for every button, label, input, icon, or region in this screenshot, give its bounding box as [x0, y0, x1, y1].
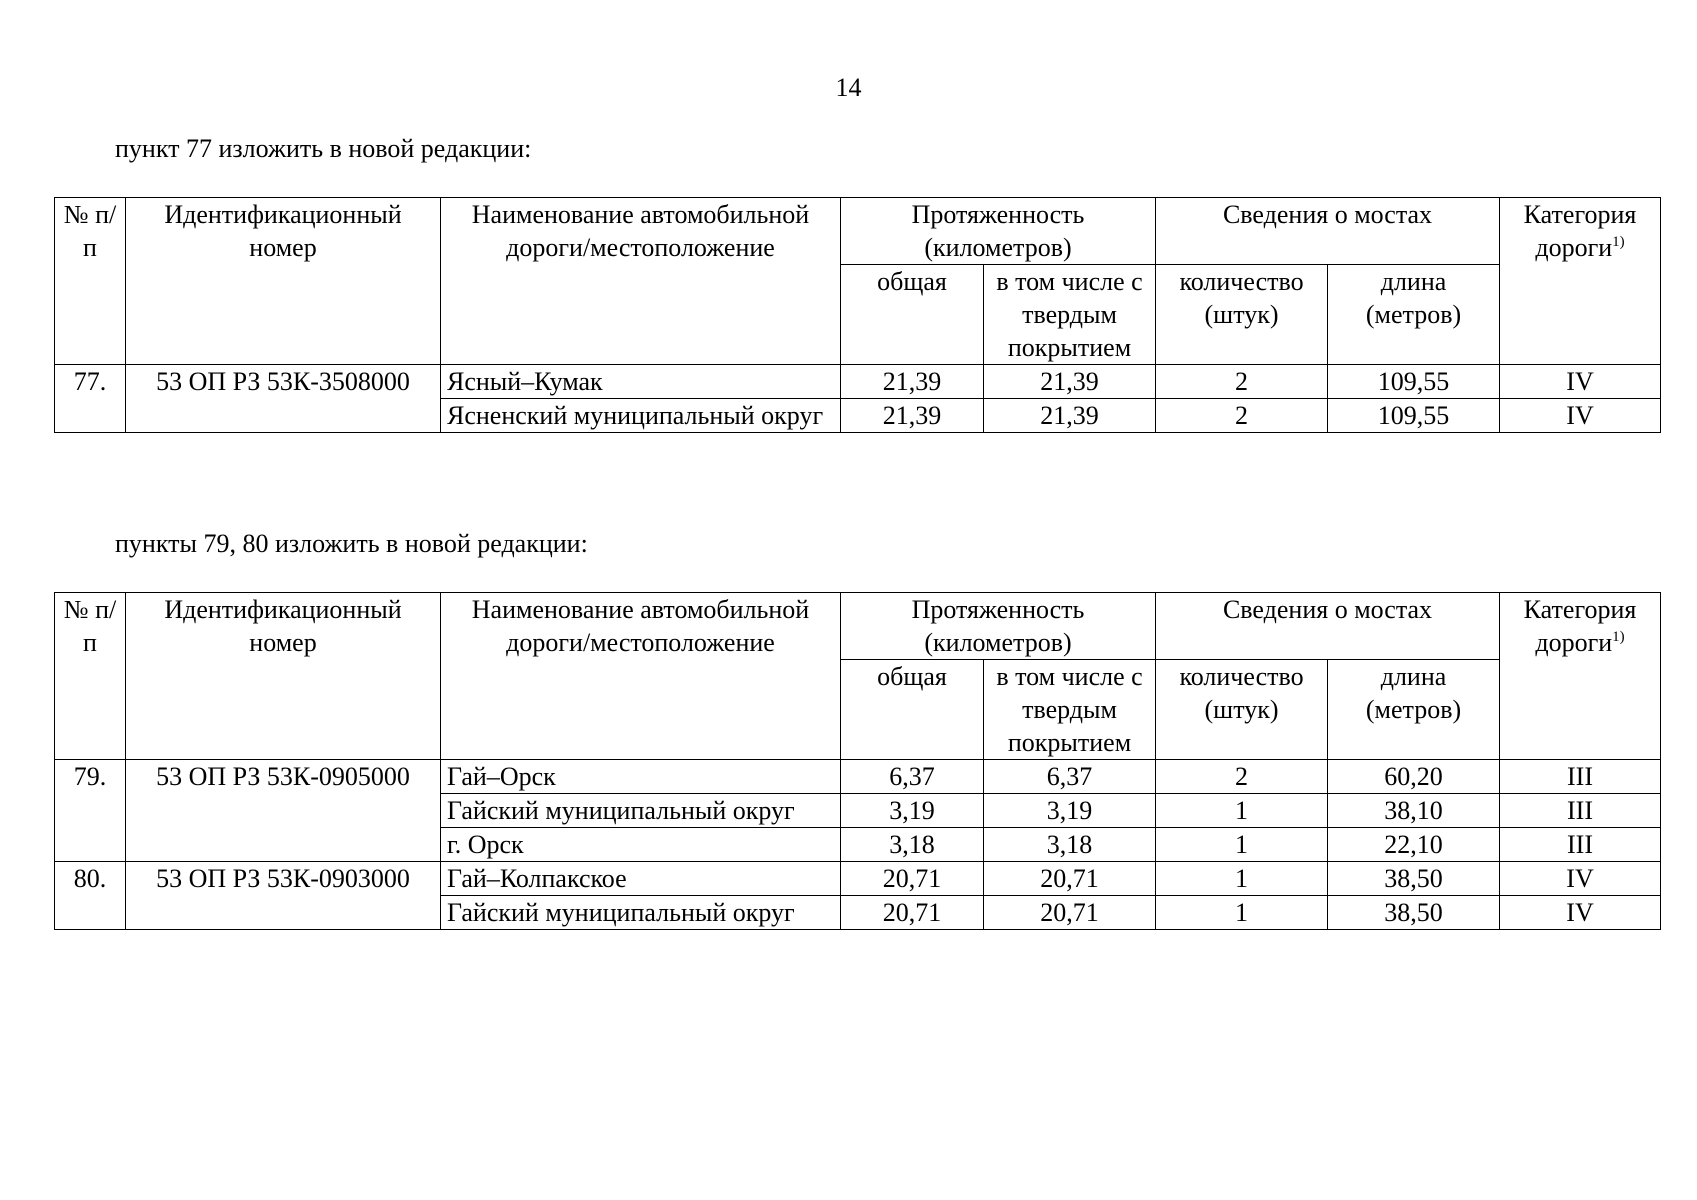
header-category-label: Категория дороги — [1523, 200, 1637, 262]
cell-bridges-count: 1 — [1156, 862, 1328, 896]
cell-length-paved: 3,18 — [984, 828, 1156, 862]
cell-bridges-count: 2 — [1156, 365, 1328, 399]
header-road-name: Наименование автомобильной дороги/местоположение — [441, 198, 841, 365]
cell-category: IV — [1500, 365, 1661, 399]
header-id: Идентификационный номер — [126, 593, 441, 760]
header-bridges-count: количество (штук) — [1156, 660, 1328, 760]
footnote-marker: 1) — [1612, 234, 1625, 250]
cell-num: 77. — [55, 365, 126, 433]
cell-road-name: г. Орск — [441, 828, 841, 862]
amendment-instruction-77: пункт 77 изложить в новой редакции: — [115, 134, 532, 163]
cell-bridges-count: 2 — [1156, 760, 1328, 794]
cell-length-total: 20,71 — [841, 896, 984, 930]
cell-bridges-length: 38,50 — [1328, 862, 1500, 896]
cell-length-paved: 20,71 — [984, 862, 1156, 896]
cell-category: III — [1500, 794, 1661, 828]
header-length-paved: в том числе с твердым покрытием — [984, 265, 1156, 365]
header-num: № п/п — [55, 593, 126, 760]
cell-length-total: 21,39 — [841, 365, 984, 399]
cell-length-paved: 21,39 — [984, 365, 1156, 399]
cell-category: III — [1500, 760, 1661, 794]
header-category — [1500, 198, 1661, 365]
cell-road-name: Гай–Орск — [441, 760, 841, 794]
header-bridges-length: длина (метров) — [1328, 265, 1500, 365]
cell-length-paved: 21,39 — [984, 399, 1156, 433]
cell-length-total: 21,39 — [841, 399, 984, 433]
cell-road-name: Ясный–Кумак — [441, 365, 841, 399]
cell-bridges-length: 109,55 — [1328, 399, 1500, 433]
cell-length-total: 20,71 — [841, 862, 984, 896]
header-bridges-length: длина (метров) — [1328, 660, 1500, 760]
cell-bridges-count: 1 — [1156, 896, 1328, 930]
cell-bridges-count: 1 — [1156, 828, 1328, 862]
header-num: № п/п — [55, 198, 126, 365]
amendment-instruction-79-80: пункты 79, 80 изложить в новой редакции: — [115, 529, 588, 558]
header-category — [1500, 593, 1661, 760]
roads-table-point-77 — [54, 197, 1661, 433]
cell-id: 53 ОП РЗ 53К-0905000 — [126, 760, 441, 862]
table-row — [55, 365, 1661, 399]
cell-num: 79. — [55, 760, 126, 862]
cell-id: 53 ОП РЗ 53К-3508000 — [126, 365, 441, 433]
cell-bridges-count: 2 — [1156, 399, 1328, 433]
cell-length-paved: 6,37 — [984, 760, 1156, 794]
cell-road-name: Гай–Колпакское — [441, 862, 841, 896]
cell-bridges-count: 1 — [1156, 794, 1328, 828]
header-category-label: Категория дороги — [1523, 595, 1637, 657]
cell-bridges-length: 22,10 — [1328, 828, 1500, 862]
cell-id: 53 ОП РЗ 53К-0903000 — [126, 862, 441, 930]
header-id: Идентификационный номер — [126, 198, 441, 365]
page-number: 14 — [835, 73, 862, 102]
cell-bridges-length: 60,20 — [1328, 760, 1500, 794]
cell-road-name: Ясненский муниципальный округ — [441, 399, 841, 433]
header-bridges-count: количество (штук) — [1156, 265, 1328, 365]
header-row — [55, 198, 1661, 265]
roads-table-points-79-80 — [54, 592, 1661, 930]
cell-category: IV — [1500, 399, 1661, 433]
cell-bridges-length: 109,55 — [1328, 365, 1500, 399]
cell-num: 80. — [55, 862, 126, 930]
table-row — [55, 760, 1661, 794]
cell-length-total: 3,18 — [841, 828, 984, 862]
header-length-total: общая — [841, 660, 984, 760]
header-length-paved: в том числе с твердым покрытием — [984, 660, 1156, 760]
cell-road-name: Гайский муниципальный округ — [441, 896, 841, 930]
header-length-group: Протяженность (километров) — [841, 198, 1156, 265]
cell-bridges-length: 38,50 — [1328, 896, 1500, 930]
cell-category: III — [1500, 828, 1661, 862]
cell-category: IV — [1500, 896, 1661, 930]
cell-length-total: 6,37 — [841, 760, 984, 794]
header-row — [55, 593, 1661, 660]
header-road-name: Наименование автомобильной дороги/местоположение — [441, 593, 841, 760]
cell-bridges-length: 38,10 — [1328, 794, 1500, 828]
header-bridges-group: Сведения о мостах — [1156, 198, 1500, 265]
table-row — [55, 862, 1661, 896]
header-length-total: общая — [841, 265, 984, 365]
footnote-marker: 1) — [1612, 629, 1625, 645]
cell-road-name: Гайский муниципальный округ — [441, 794, 841, 828]
cell-category: IV — [1500, 862, 1661, 896]
cell-length-paved: 20,71 — [984, 896, 1156, 930]
cell-length-total: 3,19 — [841, 794, 984, 828]
cell-length-paved: 3,19 — [984, 794, 1156, 828]
header-bridges-group: Сведения о мостах — [1156, 593, 1500, 660]
header-length-group: Протяженность (километров) — [841, 593, 1156, 660]
